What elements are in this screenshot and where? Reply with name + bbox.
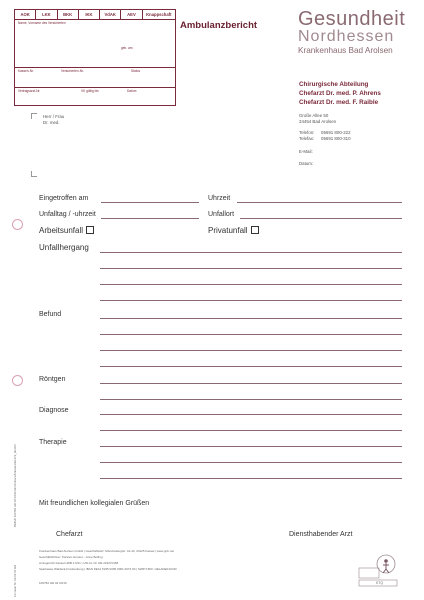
chief-2: Chefarzt Dr. med. F. Raible <box>299 99 379 106</box>
time-input-line[interactable] <box>237 202 402 203</box>
chief-1: Chefarzt Dr. med. P. Ahrens <box>299 90 381 97</box>
insurance-col: AEV <box>121 10 142 19</box>
recipient-line1: Herr / Frau <box>43 114 65 119</box>
therapy-line[interactable] <box>100 462 402 463</box>
accident-course-line[interactable] <box>100 268 402 269</box>
therapy-line[interactable] <box>100 478 402 479</box>
private-accident-option[interactable] <box>208 226 259 235</box>
footer-line1: Krankenhaus Bad Arolsen GmbH | Geschäftssitz: Mönchebergstr. 41-43, 34125 Kassel | www.gnh.net <box>39 549 174 553</box>
insurance-col: LKK <box>36 10 57 19</box>
footer-line3: Amtsgericht Kassel HRB 17211 | USt-Id.-Nr. DE 224270186 <box>39 561 119 565</box>
certification-badge <box>357 548 399 588</box>
date-label: Datum: <box>299 161 314 166</box>
closing-greeting: Mit freundlichen kollegialen Grüßen <box>39 500 150 507</box>
findings-line[interactable] <box>100 334 402 335</box>
ins-rule <box>15 87 175 88</box>
xray-label: Röntgen <box>39 376 66 383</box>
punch-hole <box>12 219 23 230</box>
address-corner <box>31 113 37 119</box>
work-accident-label: Arbeitsunfall <box>39 226 84 235</box>
findings-line[interactable] <box>100 318 402 319</box>
insurance-col: AOK <box>15 10 36 19</box>
fax-label: Telefax: <box>299 136 315 141</box>
address-corner <box>31 171 37 177</box>
findings-label: Befund <box>39 311 62 318</box>
email-label: E-Mail: <box>299 149 313 154</box>
accident-day-label: Unfalltag / -uhrzeit <box>39 211 96 218</box>
therapy-label: Therapie <box>39 439 67 446</box>
work-accident-option[interactable] <box>39 226 94 235</box>
private-accident-checkbox[interactable] <box>251 226 259 234</box>
insurance-col: BKK <box>58 10 79 19</box>
work-accident-checkbox[interactable] <box>86 226 94 234</box>
diagnosis-line[interactable] <box>100 430 402 431</box>
footer-line4: Sparkasse Waldeck-Frankenberg | IBAN DE12 5235 0005 0001 0074 00 | SWIFT-BIC: HELADEF1KOR <box>39 567 177 571</box>
diagnosis-label: Diagnose <box>39 407 69 414</box>
city: 34454 Bad Arolsen <box>299 119 337 124</box>
time-label: Uhrzeit <box>208 195 231 202</box>
side-text-top: BK/KA/ 100782 HD 02 03/16 GN Arolsen/Ambulanzbericht_Vers03 <box>13 444 17 527</box>
logo-line2: Nordhessen <box>298 28 395 45</box>
insurance-col: IKK <box>79 10 100 19</box>
arrived-input-line[interactable] <box>101 202 199 203</box>
insured-name-label: Name, Vorname des Versicherten <box>18 21 66 25</box>
accident-place-label: Unfallort <box>208 211 235 218</box>
arrived-label: Eingetroffen am <box>39 195 89 202</box>
logo-line3: Krankenhaus Bad Arolsen <box>298 46 393 55</box>
fax: 05691 800-310 <box>321 136 351 141</box>
chief-signature-label: Chefarzt <box>56 531 83 538</box>
accident-place-input-line[interactable] <box>240 218 402 219</box>
department-name: Chirurgische Abteilung <box>299 81 369 88</box>
vertragsarzt-label: Vertragsarzt-Nr. <box>18 89 41 93</box>
recipient-line2: Dr. med. <box>43 120 60 125</box>
ins-rule <box>15 67 175 68</box>
footer-line2: Geschäftsführer: Karsten Honsel – Anne Bolling <box>39 555 103 559</box>
cert-label: KTQ <box>376 581 383 585</box>
logo-line1: Gesundheit <box>298 8 406 30</box>
phone-label: Telefon: <box>299 130 315 135</box>
accident-course-line[interactable] <box>100 284 402 285</box>
kassen-nr-label: Kassen-Nr. <box>18 69 34 73</box>
born-label: geb. am <box>121 46 133 50</box>
street: Große Allee 50 <box>299 113 329 118</box>
private-accident-label: Privatunfall <box>208 226 248 235</box>
doctor-signature-label: Diensthabender Arzt <box>289 531 353 538</box>
findings-line[interactable] <box>100 300 402 301</box>
date-label-box: Datum <box>127 89 137 93</box>
insurance-columns <box>15 10 175 20</box>
accident-course-label: Unfallhergang <box>39 243 89 252</box>
side-text-bottom: Formular Nr. 02.03.15.GN <box>13 564 17 597</box>
accident-day-input-line[interactable] <box>101 218 199 219</box>
vk-label: VK gültig bis <box>81 89 99 93</box>
xray-line[interactable] <box>100 383 402 384</box>
xray-line[interactable] <box>100 399 402 400</box>
footer-code: 100782 HD 02 03/16 <box>39 581 67 585</box>
diagnosis-line[interactable] <box>100 414 402 415</box>
insurance-col: Knappschaft <box>146 12 172 17</box>
findings-line[interactable] <box>100 366 402 367</box>
accident-course-line[interactable] <box>100 252 402 253</box>
therapy-line[interactable] <box>100 446 402 447</box>
report-title: Ambulanzbericht <box>180 20 258 31</box>
phone: 05691 800-222 <box>321 130 351 135</box>
status-label: Status <box>131 69 141 73</box>
punch-hole <box>12 375 23 386</box>
insurance-box <box>14 9 176 106</box>
versicherten-nr-label: Versicherten-Nr. <box>61 69 84 73</box>
findings-line[interactable] <box>100 350 402 351</box>
insurance-col: VdAK <box>100 10 121 19</box>
